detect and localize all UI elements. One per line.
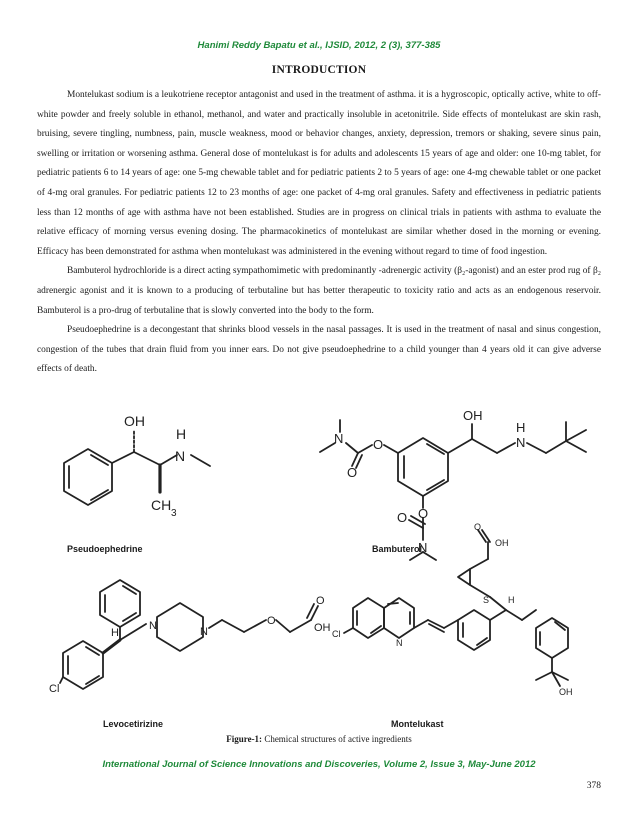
figure-caption-label: Figure-1:	[226, 734, 263, 744]
montelukast-atom-n: N	[396, 638, 403, 648]
figure-caption	[0, 734, 638, 744]
pseudoephedrine-atom-n: N	[175, 448, 186, 464]
label-pseudoephedrine: Pseudoephedrine	[67, 544, 143, 554]
bambuterol-atom-n-side: N	[516, 435, 526, 450]
levocetirizine-atom-cl: Cl	[49, 683, 60, 695]
montelukast-atom-oh-bottom: OH	[559, 687, 573, 697]
bambuterol-atom-o-carbonyl-bottom: O	[397, 510, 408, 525]
levocetirizine-atom-o-carbonyl: O	[316, 595, 325, 607]
paragraph-montelukast: Montelukast sodium is a leukotriene receptor antagonist and used in the treatment of asthma. it is a hygroscopic, optically active, white to off-white powder and freely soluble in ethanol, methanol, and water and practically insoluble in acetonitrile. Side effects of montelukast are skin rash, bruising, severe tingling, numbness, pain, muscle weakness, mood or behavior changes, anxiety, depression, tremors or shaking, severe sinus pain, swelling or irritation or worsening asthma. General dose of montelukast is for adults and adolescents 15 years of age and older: one 10-mg tablet, for pediatric patients 6 to 14 years of age: one 5-mg chewable tablet and for pediatric patients 2 to 5 years of age: one 4-mg chewable tablet or one packet of 4-mg oral granules. For pediatric patients 12 to 23 months of age: one packet of 4-mg oral granules. Safety and effectiveness in pediatric patients less than 12 months of age with asthma have not been established. Studies are in progress on clinical trials in patients with asthma to evaluate the relative efficacy of morning versus evening dosing. The pharmacokinetics of montelukast are similar whether dosed in the morning or evening. Efficacy has been demonstrated for asthma when montelukast was administered in the evening without regard to time of food ingestion.	[37, 90, 601, 257]
label-bambuterol: Bambuterol	[372, 544, 423, 554]
page-number: 378	[586, 781, 601, 791]
bambuterol-atom-n-bottom: N	[418, 540, 428, 555]
running-header: Hanimi Reddy Bapatu et al., IJSID, 2012, 2 (3), 377-385	[197, 40, 441, 51]
journal-footer: International Journal of Science Innovations and Discoveries, Volume 2, Issue 3, May-June 2012	[102, 759, 536, 770]
bambuterol-atom-o-top: O	[373, 437, 384, 452]
pseudoephedrine-atom-oh: OH	[124, 413, 145, 429]
bambuterol-atom-oh: OH	[463, 408, 483, 423]
bambuterol-atom-n-top: N	[334, 431, 344, 446]
paragraph-bambuterol: Bambuterol hydrochloride is a direct acting sympathomimetic with predominantly -adrenergic activity (β₂-agonist) and an ester prod rug of β₂ adrenergic agonist and it is known to a producing of terbutaline but has better therapeutic to toxicity ratio and acts as an endogenous reservoir. Bambuterol is a pro-drug of terbutaline that is slowly converted into the body to the form.	[37, 266, 601, 316]
levocetirizine-structure	[60, 580, 318, 689]
pseudoephedrine-subscript-3: 3	[171, 508, 177, 519]
pseudoephedrine-structure	[64, 430, 210, 505]
paragraph-pseudoephedrine: Pseudoephedrine is a decongestant that shrinks blood vessels in the nasal passages. It is used in the treatment of nasal and sinus congestion, congestion of the tubes that drain fluid from you inner ears. Do not give pseudoephedrine to a child younger than 4 years old it can give adverse effects of death.	[37, 325, 601, 375]
montelukast-atom-s: S	[483, 595, 490, 605]
levocetirizine-atom-h: H	[111, 627, 119, 639]
label-montelukast: Montelukast	[391, 719, 444, 729]
label-levocetirizine: Levocetirizine	[103, 719, 164, 729]
bambuterol-atom-o-bottom: O	[418, 506, 429, 521]
pseudoephedrine-atom-ch: CH	[151, 497, 172, 513]
section-title: INTRODUCTION	[271, 64, 367, 76]
pseudoephedrine-atom-h: H	[176, 426, 187, 442]
figure-caption-text: Chemical structures of active ingredients	[262, 734, 412, 744]
bambuterol-structure	[320, 420, 586, 560]
levocetirizine-atom-n2: N	[200, 626, 208, 638]
levocetirizine-atom-oh: OH	[314, 622, 331, 634]
montelukast-atom-oh-top: OH	[495, 538, 509, 548]
bambuterol-atom-h: H	[516, 420, 526, 435]
montelukast-atom-o: O	[474, 522, 482, 532]
montelukast-atom-h: H	[508, 595, 515, 605]
levocetirizine-atom-o-ether: O	[267, 615, 276, 627]
levocetirizine-atom-n1: N	[149, 620, 157, 632]
bambuterol-atom-o-carbonyl-top: O	[347, 465, 358, 480]
montelukast-atom-cl: Cl	[332, 629, 341, 639]
